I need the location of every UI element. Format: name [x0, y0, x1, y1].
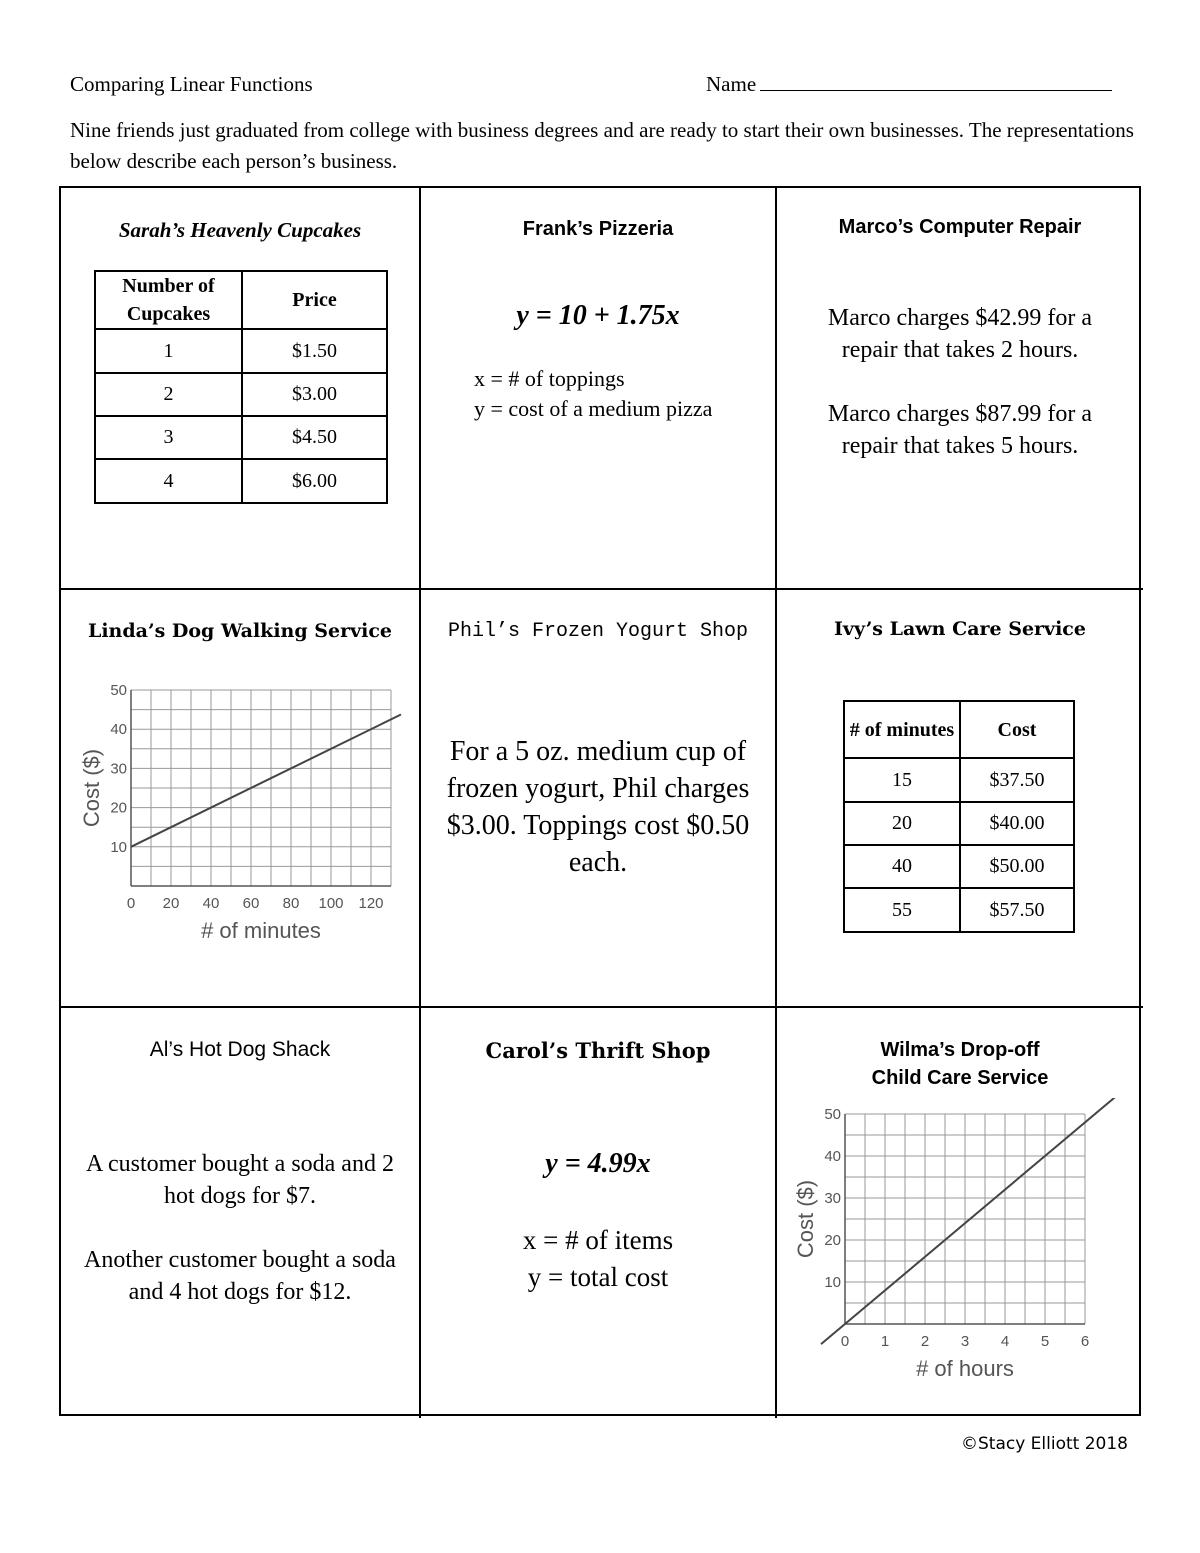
frank-def-x: x = # of toppings [474, 366, 625, 391]
al-title: Al’s Hot Dog Shack [149, 1038, 331, 1061]
table-cell: $37.50 [960, 758, 1074, 802]
x-axis-label: # of hours [916, 1356, 1014, 1378]
ivy-col-minutes: # of minutes [844, 701, 960, 758]
y-tick-label: 40 [824, 1148, 841, 1165]
x-tick-label: 0 [126, 895, 136, 912]
sarah-col-cupcakes: Number of Cupcakes [95, 271, 242, 329]
cell-phil [421, 590, 777, 1008]
x-tick-label: 20 [162, 895, 180, 912]
frank-equation: y = 10 + 1.75x [516, 300, 680, 331]
cell-ivy [777, 590, 1143, 1008]
al-line-2: Another customer bought a soda and 4 hot dogs for $12. [84, 1247, 396, 1305]
x-tick-label: 100 [318, 895, 344, 912]
y-tick-label: 50 [824, 1106, 841, 1123]
frank-title: Frank’s Pizzeria [522, 218, 674, 240]
name-label: Name [706, 72, 757, 96]
table-cell: 1 [95, 329, 242, 373]
x-tick-label: 2 [920, 1333, 930, 1350]
sarah-table [94, 270, 388, 504]
cell-sarah [61, 188, 421, 590]
x-tick-label: 6 [1080, 1333, 1090, 1350]
name-blank-line[interactable] [760, 72, 1112, 91]
phil-text: For a 5 oz. medium cup of frozen yogurt, Phil charges $3.00. Toppings cost $0.50 each. [446, 736, 750, 878]
x-tick-label: 5 [1040, 1333, 1050, 1350]
y-tick-label: 20 [824, 1232, 841, 1249]
y-tick-label: 20 [110, 799, 127, 817]
y-tick-label: 40 [110, 721, 127, 739]
x-tick-label: 40 [202, 895, 220, 912]
phil-title: Phil’s Frozen Yogurt Shop [447, 620, 749, 643]
table-cell: $57.50 [960, 888, 1074, 932]
carol-title: Carol’s Thrift Shop [485, 1038, 711, 1063]
intro-paragraph: Nine friends just graduated from college with business degrees and are ready to start their own businesses. The representations below describe each person’s business. [70, 118, 1134, 173]
table-cell: 4 [95, 459, 242, 503]
y-tick-label: 30 [110, 760, 127, 778]
x-tick-label: 60 [242, 895, 260, 912]
wilma-title-line-1: Wilma’s Drop-off [880, 1039, 1040, 1061]
table-cell: 55 [844, 888, 960, 932]
marco-line-1: Marco charges $42.99 for a repair that takes 2 hours. [827, 305, 1093, 363]
ivy-col-cost: Cost [960, 701, 1074, 758]
cell-marco [777, 188, 1143, 590]
carol-def-y: y = total cost [527, 1262, 669, 1292]
table-cell: 40 [844, 845, 960, 888]
x-tick-label: 120 [358, 895, 384, 912]
table-cell: 3 [95, 416, 242, 459]
al-line-1: A customer bought a soda and 2 hot dogs for $7. [86, 1151, 394, 1209]
business-grid [59, 186, 1141, 1416]
y-axis-label: Cost ($) [79, 748, 104, 828]
table-cell: $6.00 [242, 459, 387, 503]
cell-linda [61, 590, 421, 1008]
marco-title: Marco’s Computer Repair [838, 216, 1082, 238]
x-tick-label: 80 [282, 895, 300, 912]
sarah-title: Sarah’s Heavenly Cupcakes [118, 218, 362, 242]
carol-def-x: x = # of items [522, 1225, 674, 1255]
table-cell: $1.50 [242, 329, 387, 373]
x-tick-label: 0 [840, 1333, 850, 1350]
x-axis-label: # of minutes [201, 918, 321, 943]
y-tick-label: 50 [110, 682, 127, 699]
sarah-col-price: Price [242, 271, 387, 329]
x-tick-label: 3 [960, 1333, 970, 1350]
cell-frank [421, 188, 777, 590]
y-tick-label: 30 [824, 1190, 841, 1207]
y-tick-label: 10 [110, 838, 127, 856]
table-cell: 2 [95, 373, 242, 416]
frank-def-y: y = cost of a medium pizza [474, 396, 713, 421]
x-tick-label: 1 [880, 1333, 890, 1350]
copyright: ©Stacy Elliott 2018 [961, 1434, 1128, 1454]
linda-title: Linda’s Dog Walking Service [87, 620, 392, 642]
cell-al [61, 1008, 421, 1418]
linda-chart [61, 674, 417, 944]
cell-carol [421, 1008, 777, 1418]
wilma-chart [777, 1098, 1143, 1378]
table-cell: 15 [844, 758, 960, 802]
table-cell: $50.00 [960, 845, 1074, 888]
table-cell: 20 [844, 802, 960, 845]
ivy-table [843, 700, 1075, 933]
y-tick-label: 10 [824, 1274, 841, 1291]
ivy-title: Ivy’s Lawn Care Service [834, 618, 1086, 640]
cell-wilma [777, 1008, 1143, 1418]
worksheet-title: Comparing Linear Functions [70, 72, 313, 96]
x-tick-label: 4 [1000, 1333, 1010, 1350]
marco-line-2: Marco charges $87.99 for a repair that takes 5 hours. [827, 401, 1093, 459]
y-axis-label: Cost ($) [793, 1179, 818, 1259]
table-cell: $40.00 [960, 802, 1074, 845]
carol-equation: y = 4.99x [545, 1148, 651, 1179]
wilma-title-line-2: Child Care Service [871, 1067, 1049, 1089]
table-cell: $3.00 [242, 373, 387, 416]
table-cell: $4.50 [242, 416, 387, 459]
name-field[interactable] [706, 72, 1112, 97]
